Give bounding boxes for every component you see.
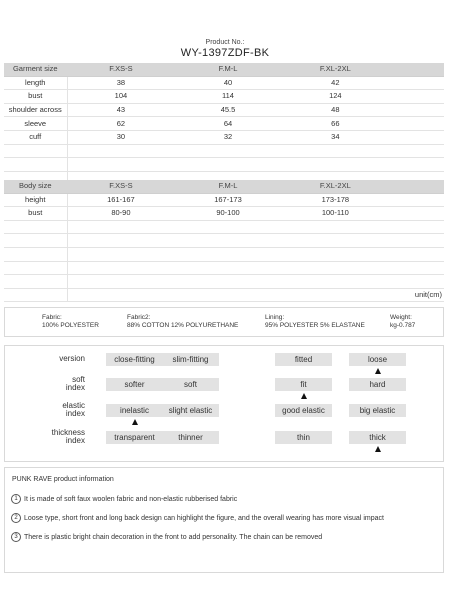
table-spacer-cell — [389, 103, 444, 117]
product-info-text: It is made of soft faux woolen fabric and non-elastic rubberised fabric — [24, 495, 238, 503]
table-row — [4, 275, 444, 289]
index-label-line: elastic — [62, 401, 85, 410]
garment-size-table — [4, 63, 444, 185]
size-value: 48 — [282, 103, 389, 117]
size-header: F.M-L — [174, 180, 281, 193]
row-label — [4, 158, 67, 172]
weight-label: Weight: — [390, 314, 412, 321]
index-option: good elastic — [275, 404, 332, 417]
table-spacer-cell — [389, 144, 444, 158]
weight-value: kg-0.787 — [390, 322, 416, 329]
table-spacer-cell — [389, 130, 444, 144]
row-label — [4, 275, 67, 289]
unit-row — [4, 288, 444, 302]
table-row — [4, 130, 444, 144]
size-value — [67, 158, 174, 172]
weight-info — [390, 314, 415, 330]
size-value: 100-110 — [282, 207, 389, 221]
fabric2-label: Fabric2: — [127, 314, 151, 321]
index-label-line: index — [65, 409, 85, 418]
size-value — [282, 261, 389, 275]
circled-number: 2 — [11, 513, 21, 523]
table-header-label: Body size — [4, 180, 67, 193]
size-value: 30 — [67, 130, 174, 144]
row-label — [4, 234, 67, 248]
size-value: 66 — [282, 117, 389, 131]
size-header: F.XL-2XL — [282, 63, 389, 76]
index-option: transparent — [106, 431, 163, 444]
product-info-item-2 — [11, 513, 384, 523]
product-info-text: Loose type, short front and long back design can highlight the figure, and the overall wearing has more visual impact — [24, 514, 384, 522]
product-info-item-1 — [11, 494, 237, 504]
size-value: 90-100 — [174, 207, 281, 221]
index-option: softer — [106, 378, 163, 391]
index-label-line: soft — [72, 375, 85, 384]
product-info-title: PUNK RAVE product information — [12, 476, 114, 483]
product-info-text: There is plastic bright chain decoration in the front to add personality. The chain can be removed — [24, 533, 323, 541]
index-label — [66, 376, 85, 392]
table-row — [4, 103, 444, 117]
size-value: 114 — [174, 90, 281, 104]
size-value: 161-167 — [67, 193, 174, 207]
circled-number: 3 — [11, 532, 21, 542]
table-spacer-cell — [389, 193, 444, 207]
table-spacer-cell — [389, 90, 444, 104]
row-label — [4, 144, 67, 158]
size-value — [282, 247, 389, 261]
table-row — [4, 90, 444, 104]
product-number-label: Product No.: — [205, 39, 245, 46]
size-value — [174, 144, 281, 158]
size-value — [174, 158, 281, 172]
size-value — [174, 261, 281, 275]
lining-info — [265, 314, 365, 330]
size-value: 104 — [67, 90, 174, 104]
fabric2-info — [127, 314, 238, 330]
row-label: shoulder across — [4, 103, 67, 117]
index-option: thinner — [162, 431, 219, 444]
index-option: fitted — [275, 353, 332, 366]
size-value — [67, 234, 174, 248]
table-row — [4, 247, 444, 261]
index-option: thick — [349, 431, 406, 444]
selected-marker-icon — [301, 393, 307, 399]
row-label: height — [4, 193, 67, 207]
table-row — [4, 193, 444, 207]
table-row — [4, 76, 444, 90]
lining-value: 95% POLYESTER 5% ELASTANE — [265, 322, 365, 329]
size-value: 40 — [174, 76, 281, 90]
size-header: F.XS-S — [67, 180, 174, 193]
fit-index-box — [4, 345, 444, 462]
size-header: F.XS-S — [67, 63, 174, 76]
selected-marker-icon — [375, 446, 381, 452]
index-option: inelastic — [106, 404, 163, 417]
index-option: slim-fitting — [162, 353, 219, 366]
size-header: F.XL-2XL — [282, 180, 389, 193]
index-label-line: version — [59, 354, 85, 363]
table-spacer-cell — [389, 220, 444, 234]
row-label: bust — [4, 207, 67, 221]
table-header-label: Garment size — [4, 63, 67, 76]
size-header: F.M-L — [174, 63, 281, 76]
index-option: big elastic — [349, 404, 406, 417]
size-value — [282, 144, 389, 158]
size-value: 80-90 — [67, 207, 174, 221]
table-header-row — [4, 180, 444, 193]
size-value — [67, 261, 174, 275]
table-header-row — [4, 63, 444, 76]
row-label: sleeve — [4, 117, 67, 131]
selected-marker-icon — [132, 419, 138, 425]
product-info-item-3 — [11, 532, 322, 542]
table-row — [4, 220, 444, 234]
index-label-line: index — [65, 436, 85, 445]
index-label — [59, 355, 85, 363]
index-option: hard — [349, 378, 406, 391]
size-value: 32 — [174, 130, 281, 144]
fabric-label: Fabric: — [42, 314, 62, 321]
size-value: 38 — [67, 76, 174, 90]
table-spacer-cell — [389, 247, 444, 261]
table-spacer-cell — [389, 63, 444, 76]
table-spacer-cell — [389, 158, 444, 172]
size-value: 173-178 — [282, 193, 389, 207]
index-option: thin — [275, 431, 332, 444]
row-label — [4, 261, 67, 275]
product-info-box — [4, 467, 444, 573]
size-value — [67, 144, 174, 158]
size-value — [174, 220, 281, 234]
row-label: cuff — [4, 130, 67, 144]
table-row — [4, 144, 444, 158]
size-value: 167-173 — [174, 193, 281, 207]
unit-label: unit(cm) — [67, 288, 444, 302]
size-value — [67, 275, 174, 289]
row-label: length — [4, 76, 67, 90]
table-spacer-cell — [389, 117, 444, 131]
table-spacer-cell — [389, 234, 444, 248]
lining-label: Lining: — [265, 314, 285, 321]
size-value — [67, 247, 174, 261]
index-option: slight elastic — [162, 404, 219, 417]
size-value: 34 — [282, 130, 389, 144]
size-value — [67, 220, 174, 234]
index-label-line: thickness — [51, 428, 85, 437]
size-value: 62 — [67, 117, 174, 131]
index-label — [62, 402, 85, 418]
index-label-line: index — [65, 383, 85, 392]
fabric2-value: 88% COTTON 12% POLYURETHANE — [127, 322, 239, 329]
size-value — [282, 275, 389, 289]
row-label: bust — [4, 90, 67, 104]
index-option: close-fitting — [106, 353, 163, 366]
table-spacer-cell — [389, 180, 444, 193]
table-spacer-cell — [389, 76, 444, 90]
size-value: 64 — [174, 117, 281, 131]
index-option: loose — [349, 353, 406, 366]
table-row — [4, 158, 444, 172]
table-row — [4, 117, 444, 131]
size-value — [174, 247, 281, 261]
table-row — [4, 234, 444, 248]
size-value — [282, 158, 389, 172]
table-row — [4, 261, 444, 275]
size-value — [174, 275, 281, 289]
size-value: 43 — [67, 103, 174, 117]
product-number: WY-1397ZDF-BK — [180, 47, 270, 59]
size-value — [282, 234, 389, 248]
row-label — [4, 247, 67, 261]
size-value — [174, 234, 281, 248]
circled-number: 1 — [11, 494, 21, 504]
index-option: fit — [275, 378, 332, 391]
fabric-info-box — [4, 307, 444, 337]
table-spacer-cell — [389, 207, 444, 221]
size-value: 124 — [282, 90, 389, 104]
table-spacer-cell — [4, 288, 67, 302]
size-value: 45.5 — [174, 103, 281, 117]
size-value — [282, 220, 389, 234]
body-size-table — [4, 180, 444, 302]
table-row — [4, 207, 444, 221]
fabric-info — [42, 314, 99, 330]
fabric-value: 100% POLYESTER — [42, 322, 99, 329]
table-spacer-cell — [389, 275, 444, 289]
index-option: soft — [162, 378, 219, 391]
table-spacer-cell — [389, 261, 444, 275]
size-value: 42 — [282, 76, 389, 90]
selected-marker-icon — [375, 368, 381, 374]
row-label — [4, 220, 67, 234]
index-label — [52, 429, 85, 445]
